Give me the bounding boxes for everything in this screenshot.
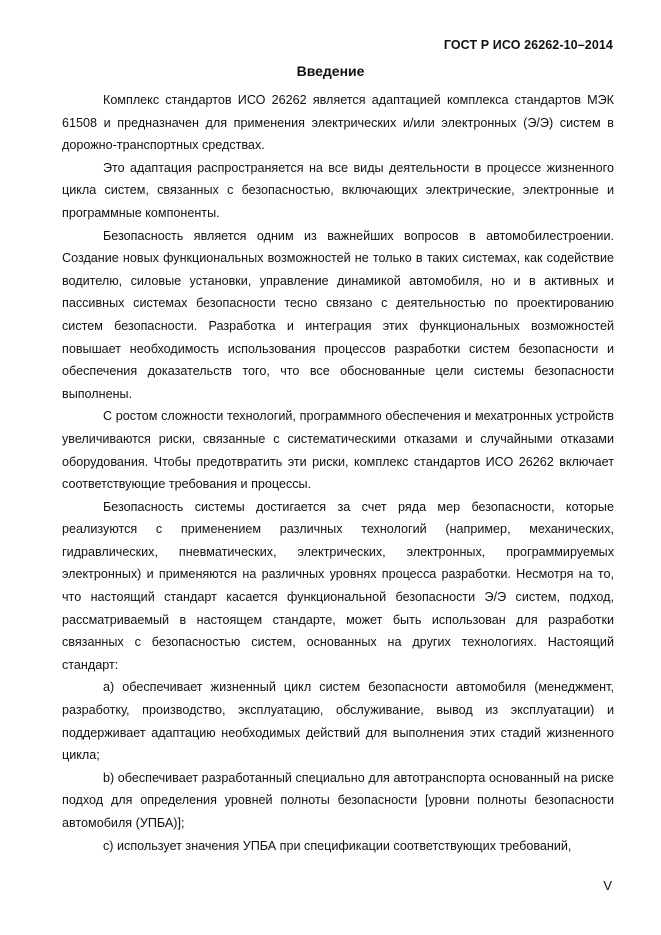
page-number: V — [603, 878, 612, 893]
paragraph-2: Это адаптация распространяется на все виды деятельности в процессе жизненного цикла систем, связанных с безопасностью, включающих электрические, электронные и программные компоненты. — [62, 160, 614, 220]
document-code-header: ГОСТ Р ИСО 26262-10–2014 — [443, 38, 613, 52]
list-item-a: a) обеспечивает жизненный цикл систем безопасности автомобиля (менеджмент, разработку, производство, эксплуатацию, обслуживание, вывод из эксплуатации) и поддерживает адаптацию необходимых действий для выполнения этих стадий жизненного цикла; — [62, 680, 614, 763]
paragraph-5: Безопасность системы достигается за счет ряда мер безопасности, которые реализуются с применением различных технологий (например, механических, гидравлических, пневматических, электрических, электронных, программируемых электронных) и применяются на различных уровнях процесса разработки. Несмотря на то, что настоящий стандарт касается функциональной безопасности Э/Э систем, подход, рассматриваемый в настоящем стандарте, может быть использован для разработки связанных с безопасностью систем, основанных на других технологиях. Настоящий стандарт: — [62, 499, 614, 672]
paragraph-4: С ростом сложности технологий, программного обеспечения и мехатронных устройств увеличиваются риски, связанные с систематическими отказами и случайными отказами оборудования. Чтобы предотвратить эти риски, комплекс стандартов ИСО 26262 включает соответствующие требования и процессы. — [62, 409, 614, 492]
paragraph-1: Комплекс стандартов ИСО 26262 является адаптацией комплекса стандартов МЭК 61508 и предназначен для применения электрических и/или электронных (Э/Э) систем в дорожно-транспортных средствах. — [62, 93, 614, 153]
section-title: Введение — [296, 63, 365, 79]
list-item-b: b) обеспечивает разработанный специально для автотранспорта основанный на риске подход для определения уровней полноты безопасности [уровни полноты безопасности автомобиля (УПБА)]; — [62, 770, 614, 830]
body-text — [62, 89, 614, 857]
paragraph-3: Безопасность является одним из важнейших вопросов в автомобилестроении. Создание новых функциональных возможностей не только в таких системах, как содействие водителю, силовые установки, управление динамикой автомобиля, но и в активных и пассивных системах безопасности тесно связано с деятельностью по проектированию систем безопасности. Разработка и интеграция этих функциональных возможностей повышает необходимость использования процессов разработки систем безопасности и обеспечения доказательств того, что все обоснованные цели системы безопасности выполнены. — [62, 228, 614, 401]
list-item-c: c) использует значения УПБА при спецификации соответствующих требований, — [103, 838, 572, 853]
